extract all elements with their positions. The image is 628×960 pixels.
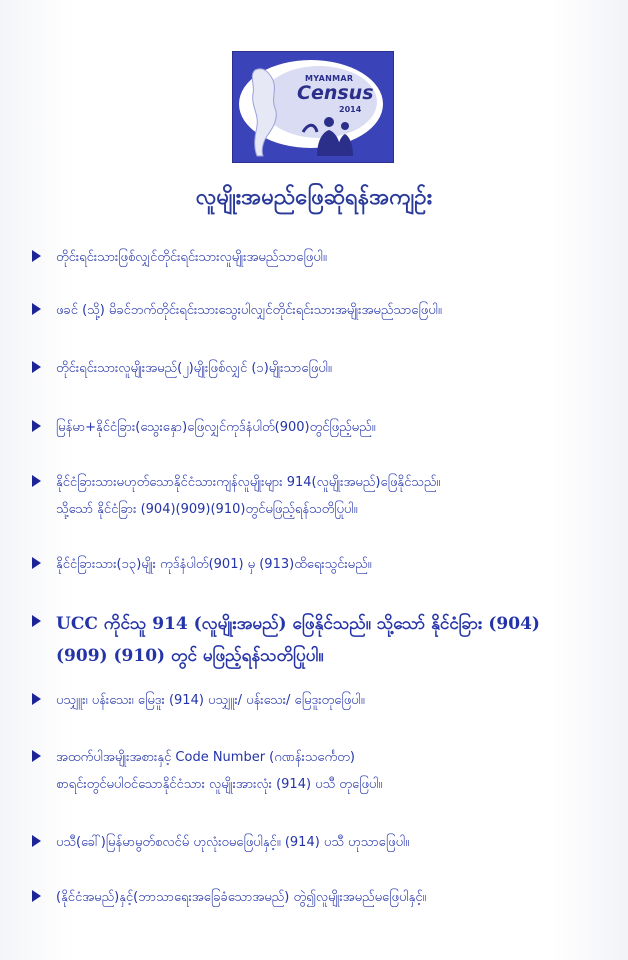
census-logo-emblem-icon <box>233 52 393 162</box>
guideline-text: UCC ကိုင်သူ 914 (လူမျိုးအမည်) ဖြေနိုင်သည်။ သို့သော် နိုင်ငံခြား (904) <box>56 614 540 634</box>
bullet-arrow-icon <box>32 890 41 902</box>
guideline-text: တိုင်းရင်းသားဖြစ်လျှင်တိုင်းရင်းသားလူမျိုးအမည်သာဖြေပါ။ <box>56 250 327 265</box>
bullet-arrow-icon <box>32 750 41 762</box>
bullet-arrow-icon <box>32 693 41 705</box>
guideline-text: အထက်ပါအမျိုးအစားနှင့် Code Number (ဂဏန်းသင်္ကေတ) <box>56 750 355 765</box>
bullet-arrow-icon <box>32 250 41 262</box>
bullet-arrow-icon <box>32 361 41 373</box>
logo-year-text: 2014 <box>339 105 362 114</box>
guideline-text: သို့သော် နိုင်ငံခြား (904)(909)(910)တွင်မဖြည့်ရန်သတိပြုပါ။ <box>56 502 358 517</box>
guideline-text: ပသီ(ခေါ်)မြန်မာမွတ်စလင်မ် ဟုလုံးဝမဖြေပါနှင့်။ (914) ပသီ ဟုသာဖြေပါ။ <box>56 835 410 850</box>
census-logo <box>232 51 394 163</box>
bullet-arrow-icon <box>32 303 41 315</box>
logo-brand-text: MYANMAR <box>305 74 354 83</box>
guideline-text: တိုင်းရင်းသားလူမျိုးအမည်(၂)မျိုးဖြစ်လျှင် (၁)မျိုးသာဖြေပါ။ <box>56 361 332 376</box>
guideline-text: ပသျှူး၊ ပန်းသေး၊ မြေဒူး (914) ပသျှူး/ ပန်းသေး/ မြေဒူးတုဖြေပါ။ <box>56 693 365 708</box>
bullet-arrow-icon <box>32 420 41 432</box>
page-title: လူမျိုးအမည်ဖြေဆိုရန်အကျဉ်း <box>195 185 433 210</box>
guideline-text: နိုင်ငံခြားသား(၁၃)မျိုး ကုဒ်နံပါတ်(901) မှ (913)ထိရေးသွင်းမည်။ <box>56 557 372 572</box>
bullet-arrow-icon <box>32 475 41 487</box>
bullet-arrow-icon <box>32 615 41 627</box>
guideline-text: ဖခင် (သို့) မိခင်ဘက်တိုင်းရင်းသားသွေးပါလျှင်တိုင်းရင်းသားအမျိုးအမည်သာဖြေပါ။ <box>56 303 442 318</box>
guideline-text: (နိုင်ငံအမည်)နှင့်(ဘာသာရေးအခြေခံသောအမည်) တွဲ၍လူမျိုးအမည်မဖြေပါနှင့်။ <box>56 890 427 905</box>
bullet-arrow-icon <box>32 835 41 847</box>
guideline-text: နိုင်ငံခြားသားမဟုတ်သောနိုင်ငံသားကျန်လူမျိုးများ 914(လူမျိုးအမည်)ဖြေနိုင်သည်။ <box>56 475 441 490</box>
guideline-text: မြန်မာ+နိုင်ငံခြား(သွေးနှော)ဖြေလျှင်ကုဒ်နံပါတ်(900)တွင်ဖြည့်မည်။ <box>56 420 376 435</box>
logo-name-text: Census <box>297 82 374 104</box>
guideline-text: (909) (910) တွင် မဖြည့်ရန်သတိပြုပါ။ <box>56 646 324 666</box>
guideline-text: စာရင်းတွင်မပါဝင်သောနိုင်ငံသား လူမျိုးအားလုံး (914) ပသီ တုဖြေပါ။ <box>56 777 383 792</box>
bullet-arrow-icon <box>32 557 41 569</box>
